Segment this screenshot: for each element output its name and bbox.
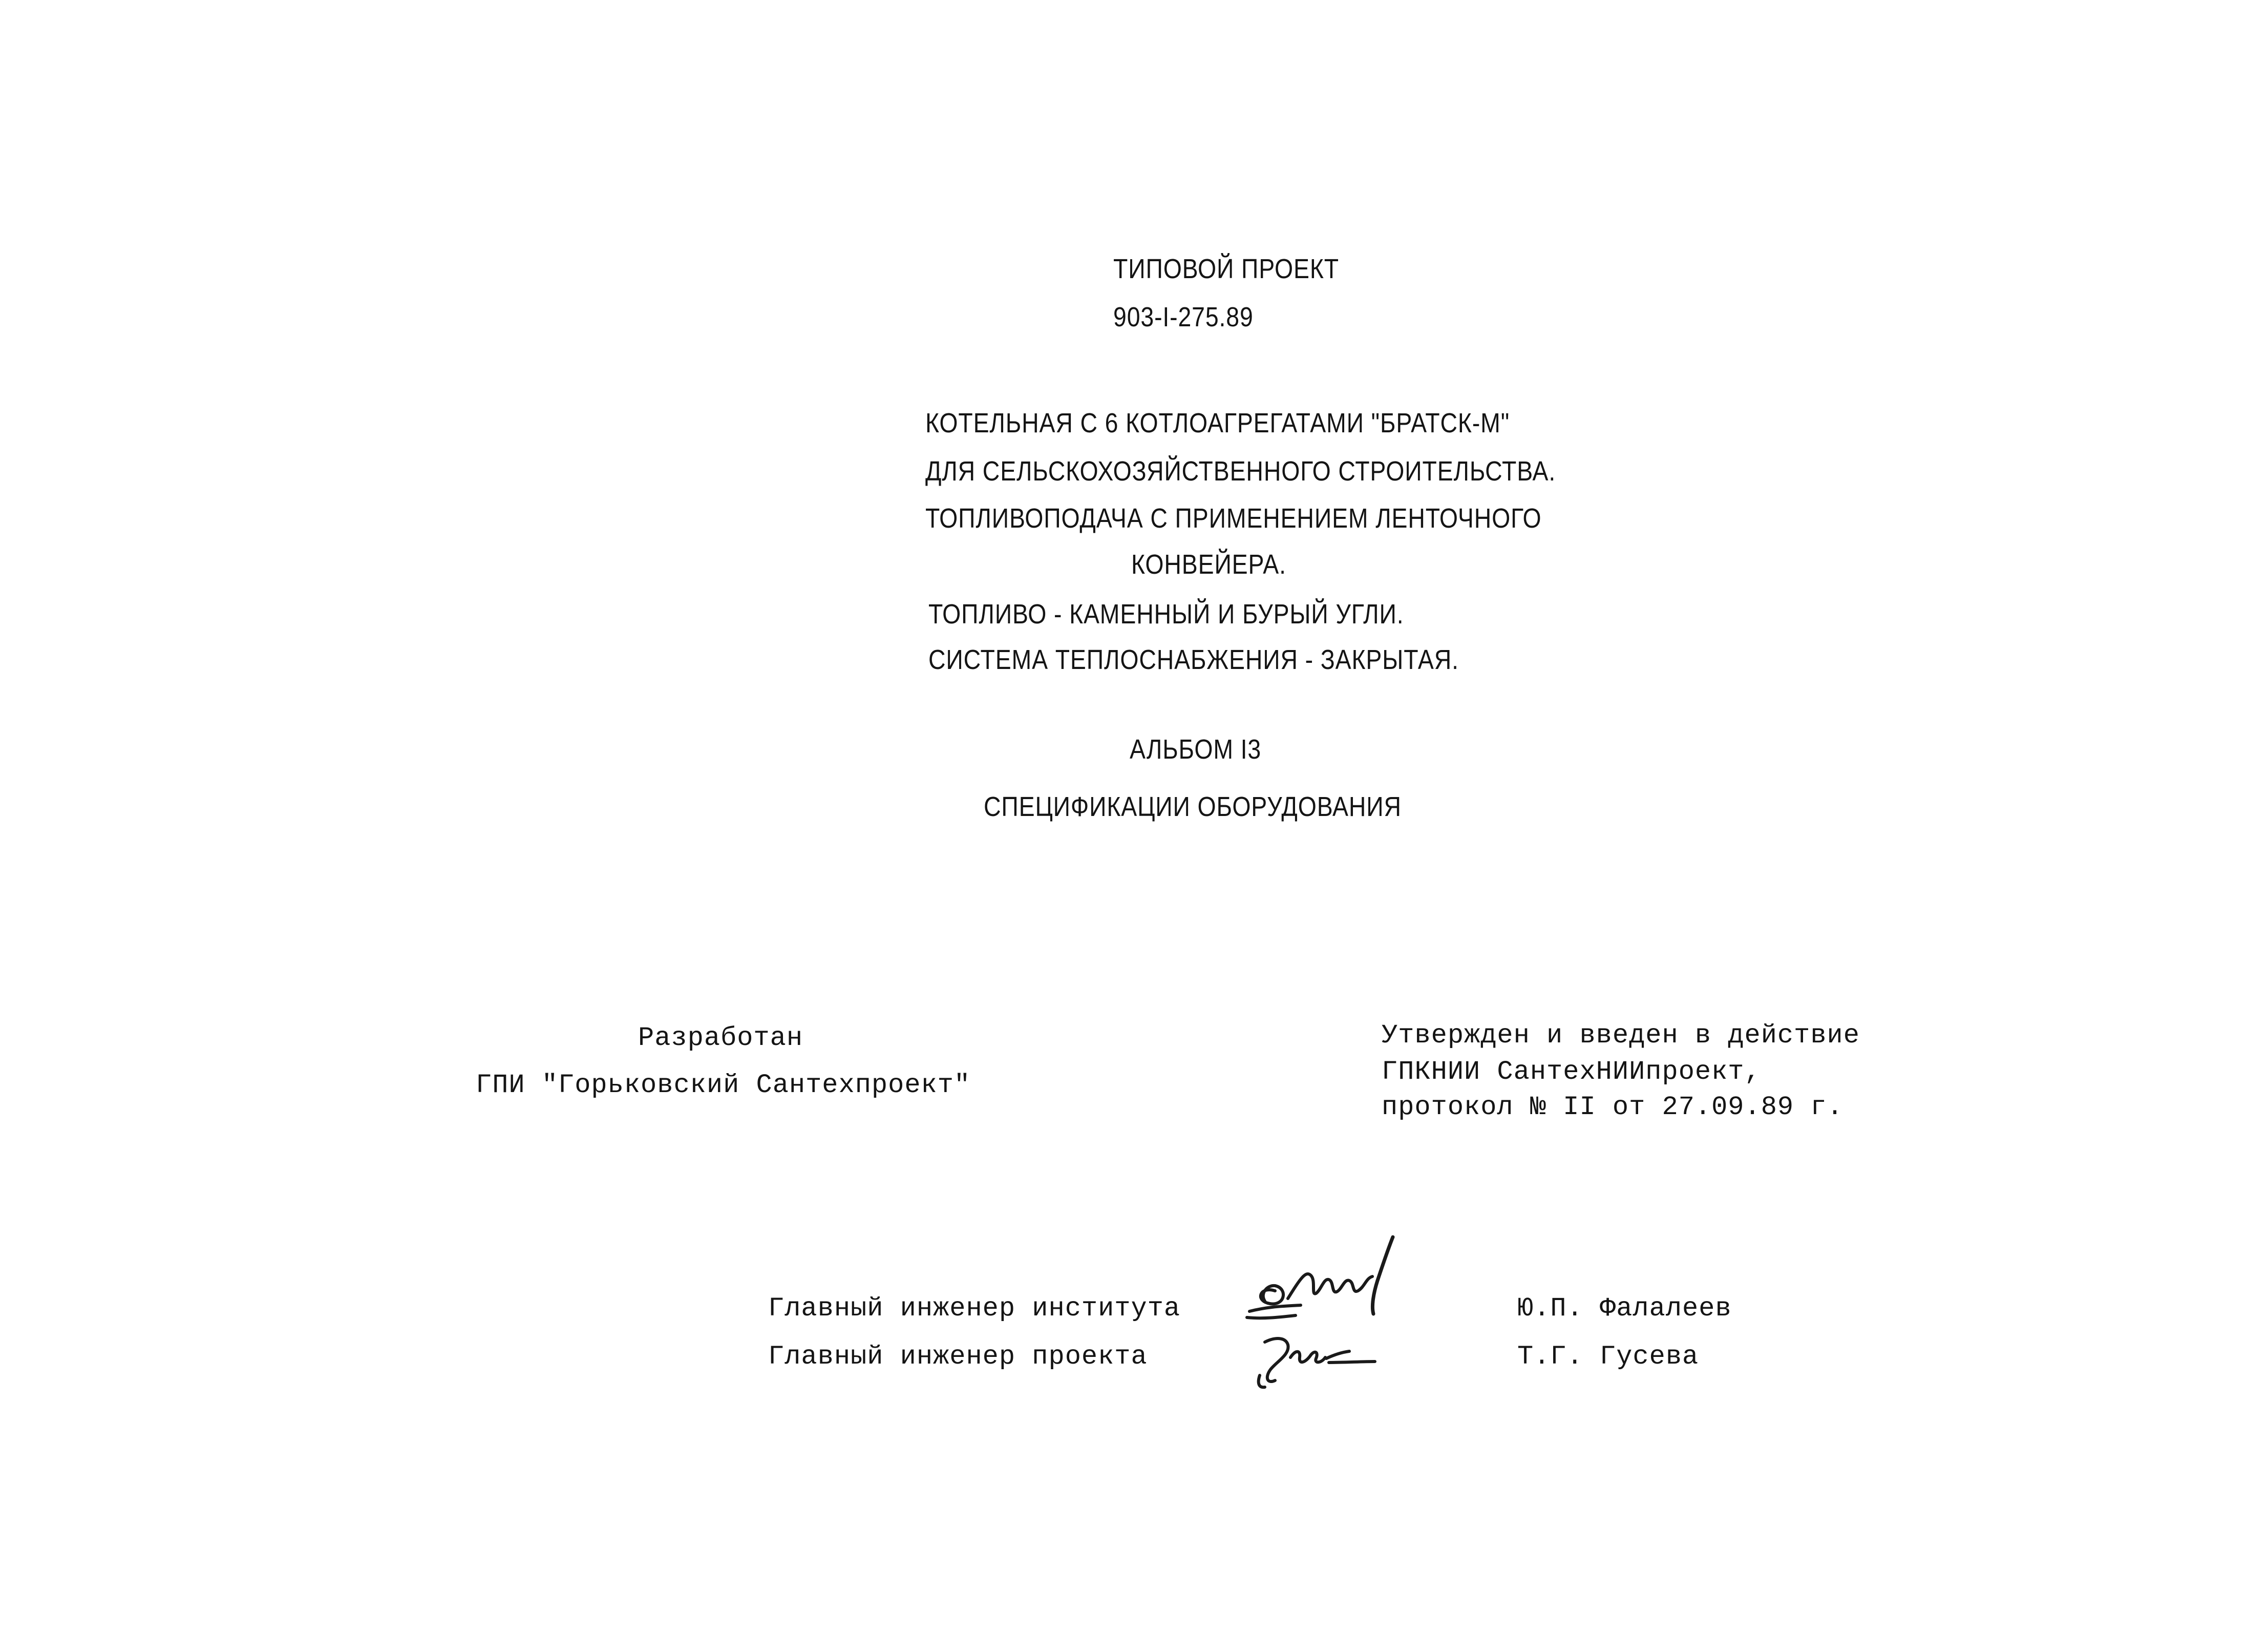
description-line-3: ТОПЛИВОПОДАЧА С ПРИМЕНЕНИЕМ ЛЕНТОЧНОГО	[925, 503, 1542, 534]
description-line-1: КОТЕЛЬНАЯ С 6 КОТЛОАГРЕГАТАМИ "БРАТСК-М"	[925, 408, 1510, 438]
project-number: 903-I-275.89	[1113, 302, 1254, 332]
signatory-position-2: Главный инженер проекта	[768, 1342, 1148, 1372]
description-line-5: ТОПЛИВО - КАМЕННЫЙ И БУРЫЙ УГЛИ.	[928, 599, 1404, 630]
description-line-2: ДЛЯ СЕЛЬСКОХОЗЯЙСТВЕННОГО СТРОИТЕЛЬСТВА.	[925, 456, 1556, 487]
developed-label: Разработан	[638, 1023, 803, 1053]
approval-line-2: ГПКНИИ СантехНИИпроект,	[1382, 1057, 1761, 1087]
document-type-label: ТИПОВОЙ ПРОЕКТ	[1113, 254, 1339, 284]
signatory-name-2: Т.Г. Гусева	[1517, 1342, 1699, 1372]
developer-organization: ГПИ "Горьковский Сантехпроект"	[476, 1070, 971, 1100]
description-line-6: СИСТЕМА ТЕПЛОСНАБЖЕНИЯ - ЗАКРЫТАЯ.	[928, 644, 1459, 675]
signature-1-icon	[1239, 1229, 1408, 1342]
album-label: АЛЬБОМ I3	[1130, 734, 1262, 765]
signature-2-icon	[1239, 1327, 1393, 1393]
description-line-4: КОНВЕЙЕРА.	[1131, 549, 1286, 580]
approval-line-3: протокол № II от 27.09.89 г.	[1382, 1092, 1843, 1122]
album-title: СПЕЦИФИКАЦИИ ОБОРУДОВАНИЯ	[984, 791, 1402, 822]
signatory-name-1: Ю.П. Фалалеев	[1517, 1293, 1732, 1324]
approval-line-1: Утвержден и введен в действие	[1382, 1020, 1860, 1051]
signatory-position-1: Главный инженер института	[768, 1293, 1181, 1324]
